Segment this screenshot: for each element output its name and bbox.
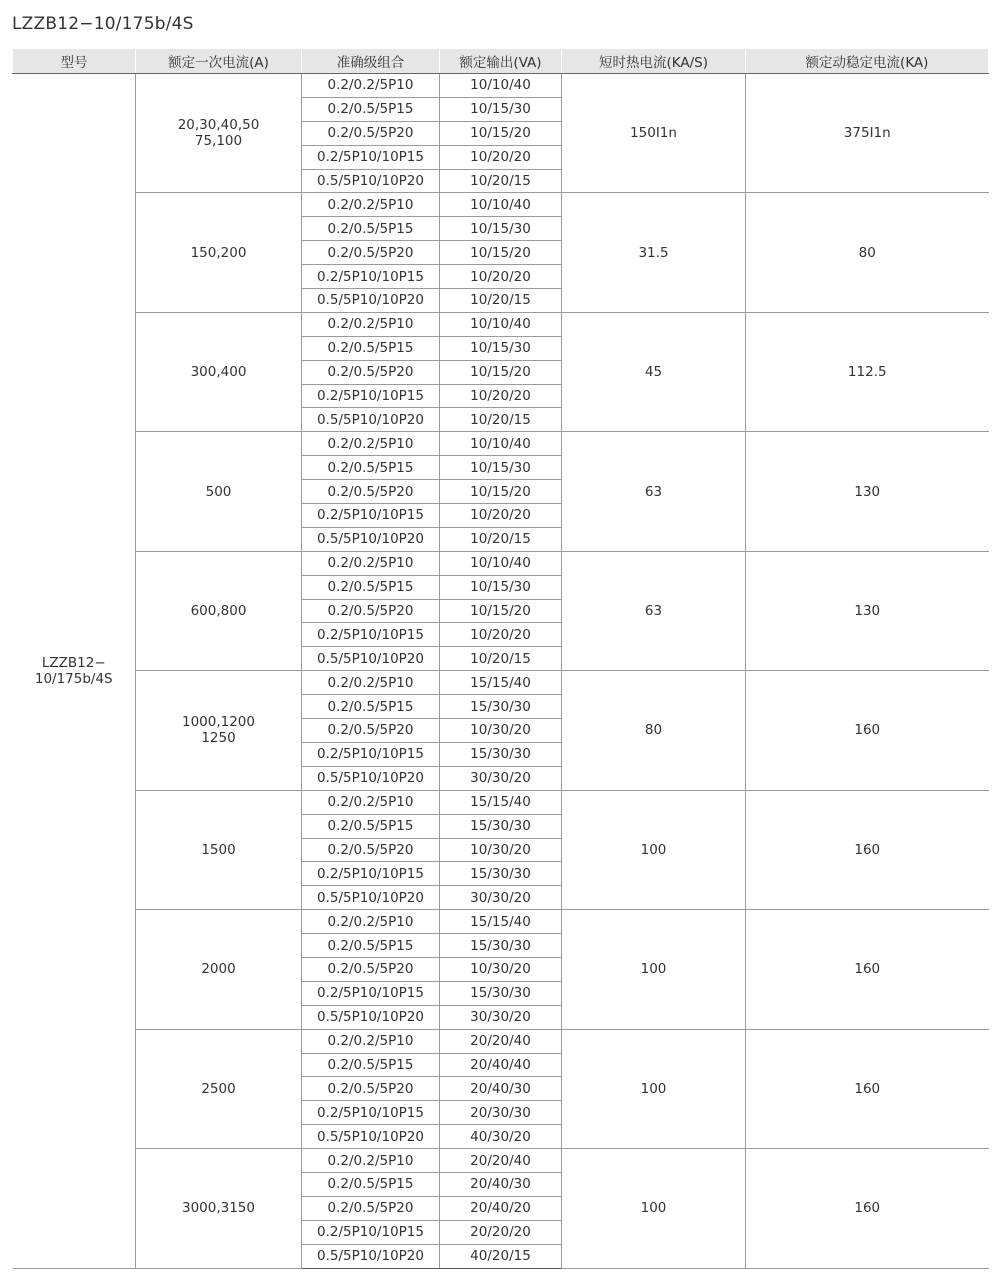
accuracy-class-cell: 0.2/5P10/10P15 — [302, 1101, 440, 1125]
rated-output-cell: 10/15/30 — [440, 575, 562, 599]
rated-output-cell: 10/30/20 — [440, 957, 562, 981]
rated-current-cell: 500 — [136, 432, 302, 551]
accuracy-class-cell: 0.2/0.5/5P20 — [302, 360, 440, 384]
rated-output-cell: 10/20/15 — [440, 169, 562, 193]
rated-output-cell: 10/20/15 — [440, 289, 562, 313]
accuracy-class-cell: 0.2/0.5/5P20 — [302, 1196, 440, 1220]
rated-output-cell: 10/15/30 — [440, 456, 562, 480]
header-rated-current: 额定一次电流(A) — [136, 49, 302, 74]
accuracy-class-cell: 0.5/5P10/10P20 — [302, 886, 440, 910]
rated-output-cell: 10/15/20 — [440, 480, 562, 504]
rated-output-cell: 40/30/20 — [440, 1125, 562, 1149]
rated-output-cell: 20/20/20 — [440, 1220, 562, 1244]
accuracy-class-cell: 0.2/5P10/10P15 — [302, 265, 440, 289]
accuracy-class-cell: 0.2/5P10/10P15 — [302, 862, 440, 886]
rated-output-cell: 10/15/30 — [440, 217, 562, 241]
rated-output-cell: 20/40/30 — [440, 1077, 562, 1101]
rated-output-cell: 20/20/40 — [440, 1149, 562, 1173]
table-row — [13, 790, 989, 814]
accuracy-class-cell: 0.5/5P10/10P20 — [302, 527, 440, 551]
dynamic-current-cell: 160 — [746, 910, 989, 1029]
accuracy-class-cell: 0.2/0.2/5P10 — [302, 193, 440, 217]
rated-output-cell: 20/20/40 — [440, 1029, 562, 1053]
table-row — [13, 74, 989, 98]
header-accuracy-class: 准确级组合 — [302, 49, 440, 74]
rated-output-cell: 20/40/30 — [440, 1172, 562, 1196]
thermal-current-cell: 31.5 — [562, 193, 746, 312]
accuracy-class-cell: 0.5/5P10/10P20 — [302, 766, 440, 790]
rated-output-cell: 10/20/20 — [440, 384, 562, 408]
rated-output-cell: 10/20/20 — [440, 504, 562, 528]
header-model: 型号 — [13, 49, 136, 74]
table-row — [13, 1029, 989, 1053]
rated-output-cell: 15/30/30 — [440, 695, 562, 719]
rated-output-cell: 10/10/40 — [440, 551, 562, 575]
accuracy-class-cell: 0.2/0.2/5P10 — [302, 790, 440, 814]
accuracy-class-cell: 0.5/5P10/10P20 — [302, 289, 440, 313]
rated-output-cell: 15/30/30 — [440, 742, 562, 766]
accuracy-class-cell: 0.2/0.5/5P15 — [302, 217, 440, 241]
rated-current-cell: 3000,3150 — [136, 1149, 302, 1268]
accuracy-class-cell: 0.2/0.5/5P15 — [302, 336, 440, 360]
spec-table-container — [12, 48, 988, 1269]
rated-current-cell: 2500 — [136, 1029, 302, 1148]
rated-output-cell: 30/30/20 — [440, 886, 562, 910]
accuracy-class-cell: 0.2/0.2/5P10 — [302, 432, 440, 456]
table-row — [13, 193, 989, 217]
table-row — [13, 551, 989, 575]
rated-output-cell: 15/15/40 — [440, 790, 562, 814]
accuracy-class-cell: 0.2/0.2/5P10 — [302, 671, 440, 695]
model-cell: LZZB12− 10/175b/4S — [13, 74, 136, 1269]
accuracy-class-cell: 0.2/0.5/5P20 — [302, 957, 440, 981]
accuracy-class-cell: 0.2/0.2/5P10 — [302, 910, 440, 934]
accuracy-class-cell: 0.5/5P10/10P20 — [302, 169, 440, 193]
rated-output-cell: 10/15/20 — [440, 360, 562, 384]
rated-output-cell: 10/30/20 — [440, 838, 562, 862]
spec-table — [12, 48, 989, 1269]
rated-output-cell: 15/15/40 — [440, 910, 562, 934]
accuracy-class-cell: 0.2/0.5/5P20 — [302, 480, 440, 504]
rated-output-cell: 10/15/30 — [440, 97, 562, 121]
accuracy-class-cell: 0.2/0.2/5P10 — [302, 312, 440, 336]
rated-output-cell: 10/20/15 — [440, 408, 562, 432]
rated-output-cell: 10/30/20 — [440, 719, 562, 743]
rated-output-cell: 10/10/40 — [440, 74, 562, 98]
accuracy-class-cell: 0.2/0.2/5P10 — [302, 551, 440, 575]
accuracy-class-cell: 0.2/0.5/5P20 — [302, 599, 440, 623]
rated-output-cell: 10/20/20 — [440, 265, 562, 289]
accuracy-class-cell: 0.2/5P10/10P15 — [302, 1220, 440, 1244]
page-title: LZZB12−10/175b/4S — [12, 14, 194, 34]
accuracy-class-cell: 0.2/5P10/10P15 — [302, 742, 440, 766]
accuracy-class-cell: 0.2/0.5/5P15 — [302, 1172, 440, 1196]
accuracy-class-cell: 0.2/0.5/5P20 — [302, 121, 440, 145]
accuracy-class-cell: 0.5/5P10/10P20 — [302, 1244, 440, 1268]
accuracy-class-cell: 0.2/0.2/5P10 — [302, 1149, 440, 1173]
rated-output-cell: 30/30/20 — [440, 1005, 562, 1029]
dynamic-current-cell: 130 — [746, 551, 989, 670]
accuracy-class-cell: 0.2/0.5/5P15 — [302, 814, 440, 838]
header-rated-output: 额定输出(VA) — [440, 49, 562, 74]
table-row — [13, 1149, 989, 1173]
accuracy-class-cell: 0.2/5P10/10P15 — [302, 981, 440, 1005]
rated-output-cell: 20/40/20 — [440, 1196, 562, 1220]
rated-output-cell: 15/30/30 — [440, 934, 562, 958]
accuracy-class-cell: 0.2/5P10/10P15 — [302, 623, 440, 647]
rated-output-cell: 10/20/15 — [440, 647, 562, 671]
dynamic-current-cell: 112.5 — [746, 312, 989, 431]
rated-output-cell: 10/15/20 — [440, 599, 562, 623]
accuracy-class-cell: 0.5/5P10/10P20 — [302, 1125, 440, 1149]
header-row — [13, 49, 989, 74]
rated-current-cell: 2000 — [136, 910, 302, 1029]
accuracy-class-cell: 0.2/0.5/5P15 — [302, 934, 440, 958]
rated-output-cell: 30/30/20 — [440, 766, 562, 790]
rated-output-cell: 10/10/40 — [440, 432, 562, 456]
accuracy-class-cell: 0.2/0.5/5P20 — [302, 241, 440, 265]
accuracy-class-cell: 0.2/0.5/5P20 — [302, 1077, 440, 1101]
thermal-current-cell: 100 — [562, 1029, 746, 1148]
dynamic-current-cell: 160 — [746, 790, 989, 909]
table-body — [13, 74, 989, 1269]
rated-output-cell: 20/30/30 — [440, 1101, 562, 1125]
table-row — [13, 671, 989, 695]
rated-output-cell: 10/10/40 — [440, 193, 562, 217]
accuracy-class-cell: 0.2/0.5/5P20 — [302, 838, 440, 862]
rated-current-cell: 1000,1200 1250 — [136, 671, 302, 790]
rated-output-cell: 15/30/30 — [440, 981, 562, 1005]
dynamic-current-cell: 130 — [746, 432, 989, 551]
rated-current-cell: 600,800 — [136, 551, 302, 670]
rated-output-cell: 10/10/40 — [440, 312, 562, 336]
rated-output-cell: 10/15/20 — [440, 121, 562, 145]
accuracy-class-cell: 0.2/0.2/5P10 — [302, 74, 440, 98]
rated-output-cell: 10/20/20 — [440, 623, 562, 647]
accuracy-class-cell: 0.2/0.5/5P15 — [302, 575, 440, 599]
accuracy-class-cell: 0.2/5P10/10P15 — [302, 145, 440, 169]
thermal-current-cell: 150I1n — [562, 74, 746, 193]
accuracy-class-cell: 0.5/5P10/10P20 — [302, 1005, 440, 1029]
thermal-current-cell: 63 — [562, 432, 746, 551]
rated-output-cell: 10/15/20 — [440, 241, 562, 265]
table-row — [13, 910, 989, 934]
thermal-current-cell: 100 — [562, 910, 746, 1029]
rated-output-cell: 15/15/40 — [440, 671, 562, 695]
rated-output-cell: 15/30/30 — [440, 862, 562, 886]
rated-output-cell: 10/20/15 — [440, 527, 562, 551]
accuracy-class-cell: 0.2/0.2/5P10 — [302, 1029, 440, 1053]
accuracy-class-cell: 0.2/0.5/5P15 — [302, 456, 440, 480]
rated-current-cell: 300,400 — [136, 312, 302, 431]
header-thermal-current: 短时热电流(KA/S) — [562, 49, 746, 74]
thermal-current-cell: 45 — [562, 312, 746, 431]
rated-output-cell: 15/30/30 — [440, 814, 562, 838]
thermal-current-cell: 63 — [562, 551, 746, 670]
dynamic-current-cell: 160 — [746, 1029, 989, 1148]
accuracy-class-cell: 0.2/5P10/10P15 — [302, 504, 440, 528]
header-dynamic-current: 额定动稳定电流(KA) — [746, 49, 989, 74]
table-row — [13, 312, 989, 336]
thermal-current-cell: 80 — [562, 671, 746, 790]
rated-output-cell: 20/40/40 — [440, 1053, 562, 1077]
rated-output-cell: 40/20/15 — [440, 1244, 562, 1268]
accuracy-class-cell: 0.2/0.5/5P15 — [302, 97, 440, 121]
dynamic-current-cell: 375I1n — [746, 74, 989, 193]
dynamic-current-cell: 80 — [746, 193, 989, 312]
dynamic-current-cell: 160 — [746, 1149, 989, 1268]
rated-output-cell: 10/15/30 — [440, 336, 562, 360]
rated-current-cell: 20,30,40,50 75,100 — [136, 74, 302, 193]
accuracy-class-cell: 0.2/0.5/5P20 — [302, 719, 440, 743]
accuracy-class-cell: 0.5/5P10/10P20 — [302, 408, 440, 432]
rated-current-cell: 1500 — [136, 790, 302, 909]
thermal-current-cell: 100 — [562, 790, 746, 909]
rated-output-cell: 10/20/20 — [440, 145, 562, 169]
accuracy-class-cell: 0.2/0.5/5P15 — [302, 1053, 440, 1077]
table-row — [13, 432, 989, 456]
dynamic-current-cell: 160 — [746, 671, 989, 790]
accuracy-class-cell: 0.2/0.5/5P15 — [302, 695, 440, 719]
thermal-current-cell: 100 — [562, 1149, 746, 1268]
rated-current-cell: 150,200 — [136, 193, 302, 312]
accuracy-class-cell: 0.5/5P10/10P20 — [302, 647, 440, 671]
accuracy-class-cell: 0.2/5P10/10P15 — [302, 384, 440, 408]
